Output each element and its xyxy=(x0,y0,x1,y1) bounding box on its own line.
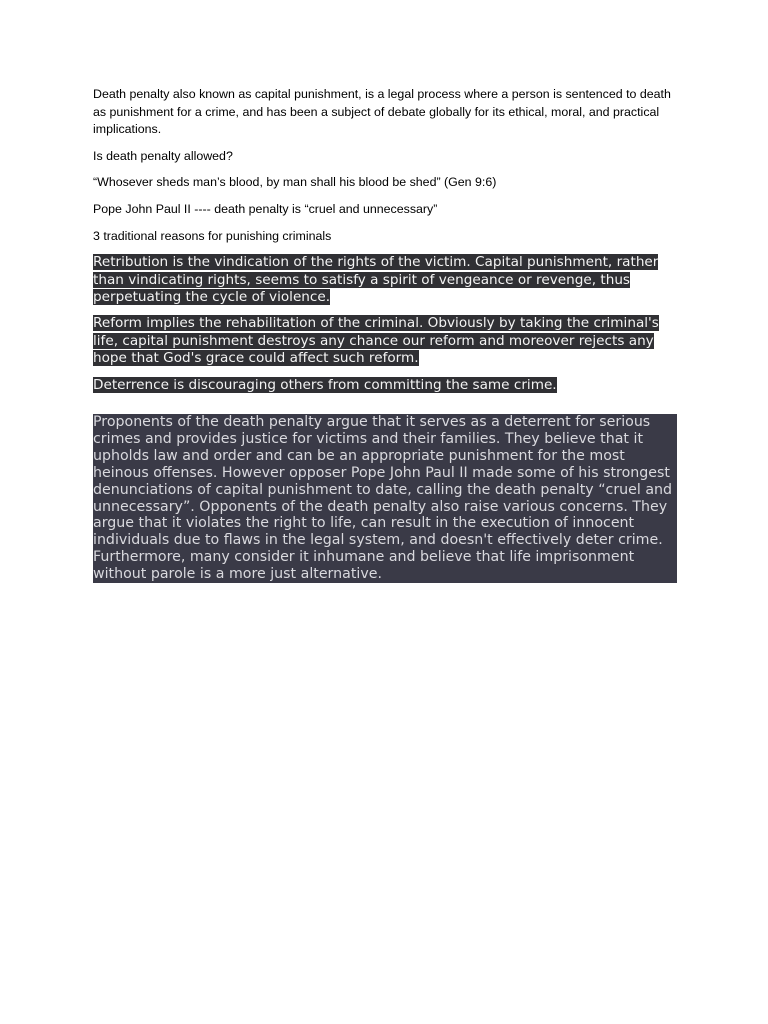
question-paragraph: Is death penalty allowed? xyxy=(93,148,233,163)
bible-quote-paragraph: “Whosever sheds man’s blood, by man shall his blood be shed” (Gen 9:6) xyxy=(93,175,497,190)
reform-text: Reform implies the rehabilitation of the criminal. Obviously by taking the criminal's life, capital punishment destroys any chance our reform and moreover rejects any hope that God's grace could affect such reform. xyxy=(93,315,659,367)
deterrence-paragraph xyxy=(93,377,678,394)
retribution-paragraph xyxy=(93,254,678,306)
deterrence-text: Deterrence is discouraging others from committing the same crime. xyxy=(93,376,557,393)
reasons-heading: 3 traditional reasons for punishing criminals xyxy=(93,228,332,243)
reform-paragraph xyxy=(93,315,678,367)
proponents-block: Proponents of the death penalty argue that it serves as a deterrent for serious crimes and provides justice for victims and their families. They believe that it upholds law and order and can be an appropriate punishment for the most heinous offenses. However opposer Pope John Paul II made some of his strongest denunciations of capital punishment to date, calling the death penalty “cruel and unnecessary”. Opponents of the death penalty also raise various concerns. They argue that it violates the right to life, can result in the execution of innocent individuals due to flaws in the legal system, and doesn't effectively deter crime. Furthermore, many consider it inhumane and believe that life imprisonment without parole is a more just alternative. xyxy=(93,414,677,583)
intro-paragraph: Death penalty also known as capital punishment, is a legal process where a person is sentenced to death as punishment for a crime, and has been a subject of debate globally for its ethical, moral, and practical implications. xyxy=(93,87,671,137)
retribution-text: Retribution is the vindication of the rights of the victim. Capital punishment, rather than vindicating rights, seems to satisfy a spirit of vengeance or revenge, thus perpetuating the cycle of violence. xyxy=(93,254,659,305)
pope-paragraph: Pope John Paul II ---- death penalty is “cruel and unnecessary” xyxy=(93,201,438,216)
document-page xyxy=(93,86,678,583)
